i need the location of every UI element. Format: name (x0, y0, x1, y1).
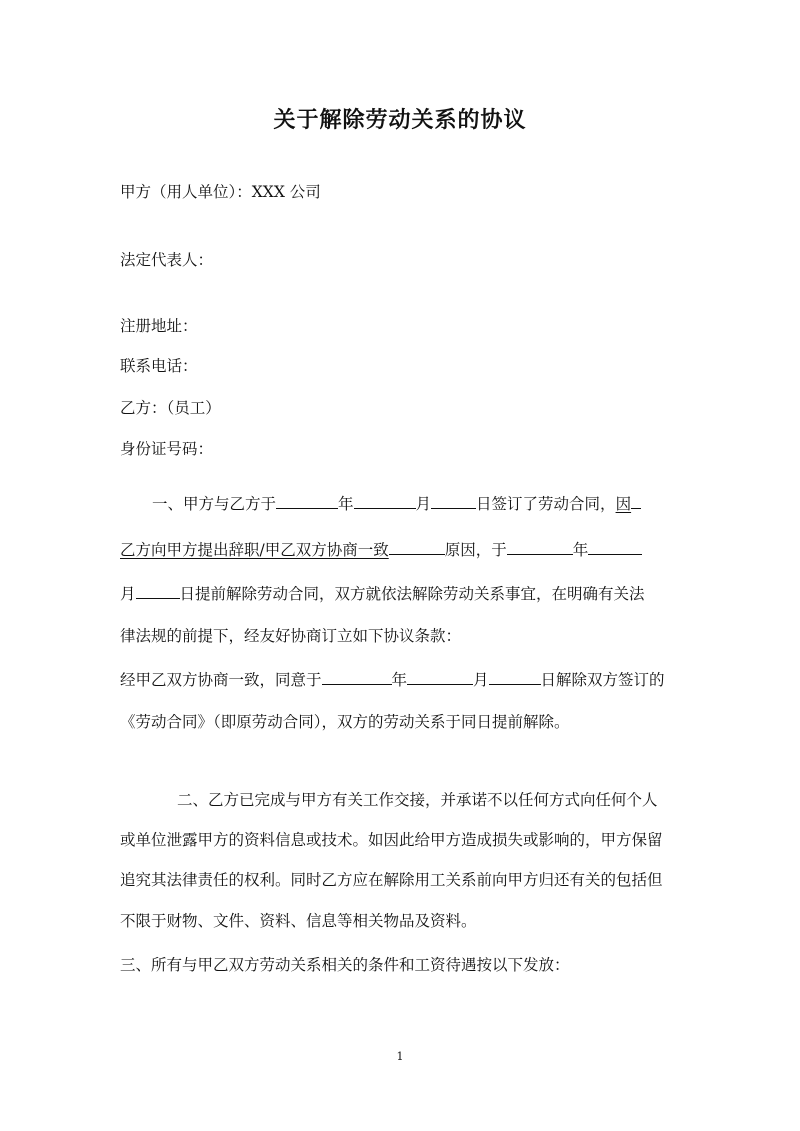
clause1-text: 年 (572, 541, 589, 559)
clause2-line1: 二、乙方已完成与甲方有关工作交接，并承诺不以任何方式向任何个人 (177, 791, 658, 809)
clause1-text: 日解除双方签订的 (540, 671, 665, 689)
page-number: 1 (396, 1050, 404, 1063)
clause1-line5 (120, 668, 665, 690)
day-blank[interactable] (136, 582, 180, 599)
phone-line: 联系电话： (120, 357, 198, 375)
clause2-line3: 追究其法律责任的权利。同时乙方应在解除用工关系前向甲方归还有关的包括但 (120, 871, 663, 889)
clause1-line1 (152, 492, 641, 514)
clause3-line: 三、所有与甲乙双方劳动关系相关的条件和工资待遇按以下发放： (120, 956, 570, 974)
clause2-line2: 或单位泄露甲方的资料信息或技术。如因此给甲方造成损失或影响的，甲方保留 (120, 831, 663, 849)
legal-rep-line: 法定代表人： (120, 251, 214, 269)
day-blank[interactable] (431, 492, 476, 509)
clause1-text: 月 (473, 671, 489, 689)
id-number-line: 身份证号码： (120, 440, 214, 458)
reg-address-line: 注册地址： (120, 317, 198, 335)
clause1-line6: 《劳动合同》（即原劳动合同），双方的劳动关系于同日提前解除。 (120, 713, 570, 731)
clause1-text: 年 (391, 671, 408, 689)
month-blank[interactable] (354, 492, 416, 509)
clause1-text: 年 (338, 495, 354, 513)
clause1-text: 日提前解除劳动合同，双方就依法解除劳动关系事宜，在明确有关法 (179, 585, 645, 603)
clause1-text: 月 (120, 585, 136, 603)
year-blank[interactable] (507, 538, 573, 555)
document-title: 关于解除劳动关系的协议 (273, 107, 527, 133)
clause2-line4: 不限于财物、文件、资料、信息等相关物品及资料。 (120, 912, 477, 930)
clause1-text: 原因，于 (444, 541, 507, 559)
reason-blank[interactable] (389, 538, 445, 555)
clause1-text: 日签订了劳动合同， (476, 495, 616, 513)
party-a-line: 甲方（用人单位）：XXX 公司 (120, 183, 321, 201)
clause1-text: 一、甲方与乙方于 (152, 495, 277, 513)
reason-underlined-text: 因 (615, 495, 632, 513)
clause1-line3 (120, 582, 645, 604)
month-blank[interactable] (407, 668, 473, 685)
year-blank[interactable] (322, 668, 392, 685)
reason-blank[interactable] (631, 492, 641, 509)
clause1-text: 经甲乙双方协商一致，同意于 (120, 671, 322, 689)
clause1-line2 (120, 538, 642, 560)
clause1-line4: 律法规的前提下，经友好协商订立如下协议条款： (120, 627, 462, 645)
year-blank[interactable] (276, 492, 338, 509)
clause1-text: 月 (415, 495, 432, 513)
day-blank[interactable] (489, 668, 541, 685)
reason-underlined-text: 乙方向甲方提出辞职/甲乙双方协商一致 (120, 541, 389, 559)
party-b-line: 乙方：（员工） (120, 399, 221, 417)
month-blank[interactable] (588, 538, 642, 555)
